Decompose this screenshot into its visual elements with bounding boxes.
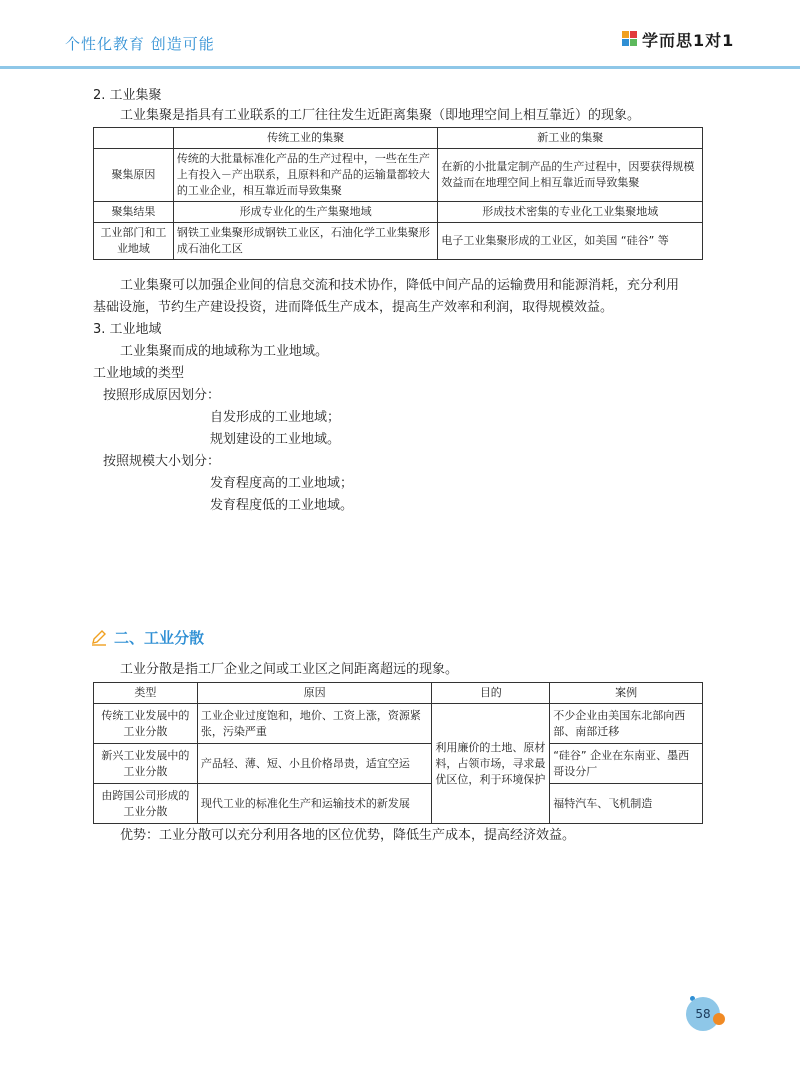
scale-item: 发育程度高的工业地域；: [210, 476, 354, 491]
table-header-cell: 目的: [432, 683, 550, 704]
cause-item: 自发形成的工业地域；: [210, 410, 341, 425]
table-cell: 聚集原因: [94, 149, 174, 202]
table-header-cell: 类型: [94, 683, 198, 704]
logo-mark-icon: [622, 31, 638, 47]
logo-text: 学而思1对1: [642, 30, 735, 50]
table-header-row: [94, 128, 703, 149]
by-scale-label: 按照规模大小划分：: [103, 454, 221, 469]
table-cell: 在新的小批量定制产品的生产过程中，因要获得规模效益而在地理空间上相互靠近而导致集聚: [438, 149, 703, 202]
table-header-cell: 原因: [197, 683, 432, 704]
cause-item: 规划建设的工业地域。: [210, 432, 341, 447]
heading-industrial-cluster: 2. 工业集聚: [93, 88, 162, 103]
table-cell: 钢铁工业集聚形成钢铁工业区，石油化学工业集聚形成石油化工区: [173, 223, 438, 260]
heading-industrial-region: 3. 工业地域: [93, 322, 162, 337]
table-header-cell: 案例: [550, 683, 703, 704]
region-definition: 工业集聚而成的地域称为工业地域。: [120, 344, 329, 359]
by-cause-label: 按照形成原因划分：: [103, 388, 221, 403]
table-header-cell: 传统工业的集聚: [173, 128, 438, 149]
table-row: [94, 202, 703, 223]
table-cell: 传统工业发展中的工业分散: [94, 704, 198, 744]
brand-logo: [622, 28, 734, 50]
table-cell: 福特汽车、飞机制造: [550, 784, 703, 824]
table-cell: 聚集结果: [94, 202, 174, 223]
section-title-text: 二、工业分散: [114, 629, 205, 647]
table-header-row: [94, 683, 703, 704]
table-cell: 工业企业过度饱和，地价、工资上涨，资源紧张，污染严重: [197, 704, 432, 744]
table-row: [94, 223, 703, 260]
table-cell: 形成技术密集的专业化工业集聚地域: [438, 202, 703, 223]
dispersion-definition: 工业分散是指工厂企业之间或工业区之间距离超远的现象。: [120, 662, 459, 677]
pencil-icon: [90, 629, 108, 647]
section-title-dispersion: [90, 627, 204, 648]
cluster-table: [93, 127, 703, 260]
table-row: [94, 784, 703, 824]
table-cell: 电子工业集聚形成的工业区，如美国 “硅谷” 等: [438, 223, 703, 260]
table-cell: 现代工业的标准化生产和运输技术的新发展: [197, 784, 432, 824]
table-row: [94, 704, 703, 744]
table-cell: 工业部门和工业地域: [94, 223, 174, 260]
header-divider: [0, 66, 800, 69]
table-row: [94, 744, 703, 784]
dispersion-advantage: 优势：工业分散可以充分利用各地的区位优势，降低生产成本，提高经济效益。: [120, 828, 576, 843]
region-types-title: 工业地域的类型: [93, 366, 185, 381]
table-cell: 由跨国公司形成的工业分散: [94, 784, 198, 824]
cluster-definition: 工业集聚是指具有工业联系的工厂往往发生近距离集聚（即地理空间上相互靠近）的现象。: [120, 108, 641, 123]
dispersion-table: [93, 682, 703, 824]
table-cell: 形成专业化的生产集聚地域: [173, 202, 438, 223]
cluster-benefit-line1: 工业集聚可以加强企业间的信息交流和技术协作，降低中间产品的运输费用和能源消耗，充分利用: [120, 278, 680, 293]
table-header-cell: [94, 128, 174, 149]
table-cell: 不少企业由美国东北部向西部、南部迁移: [550, 704, 703, 744]
table-header-cell: 新工业的集聚: [438, 128, 703, 149]
header-slogan: 个性化教育 创造可能: [65, 35, 215, 53]
scale-item: 发育程度低的工业地域。: [210, 498, 354, 513]
page-header: [0, 0, 800, 70]
decorative-dot: [713, 1013, 725, 1025]
cluster-benefit-line2: 基础设施，节约生产建设投资，进而降低生产成本，提高生产效率和利润，取得规模效益。: [93, 300, 614, 315]
table-cell: 传统的大批量标准化产品的生产过程中，一些在生产上有投入－产出联系，且原料和产品的运输量都较大的工业企业，相互靠近而导致集聚: [173, 149, 438, 202]
table-cell-purpose: 利用廉价的土地、原材料，占领市场，寻求最优区位，利于环境保护: [432, 704, 550, 824]
page-number: 58: [686, 997, 720, 1031]
table-row: [94, 149, 703, 202]
table-cell: “硅谷” 企业在东南亚、墨西哥设分厂: [550, 744, 703, 784]
table-cell: 产品轻、薄、短、小且价格昂贵，适宜空运: [197, 744, 432, 784]
table-cell: 新兴工业发展中的工业分散: [94, 744, 198, 784]
